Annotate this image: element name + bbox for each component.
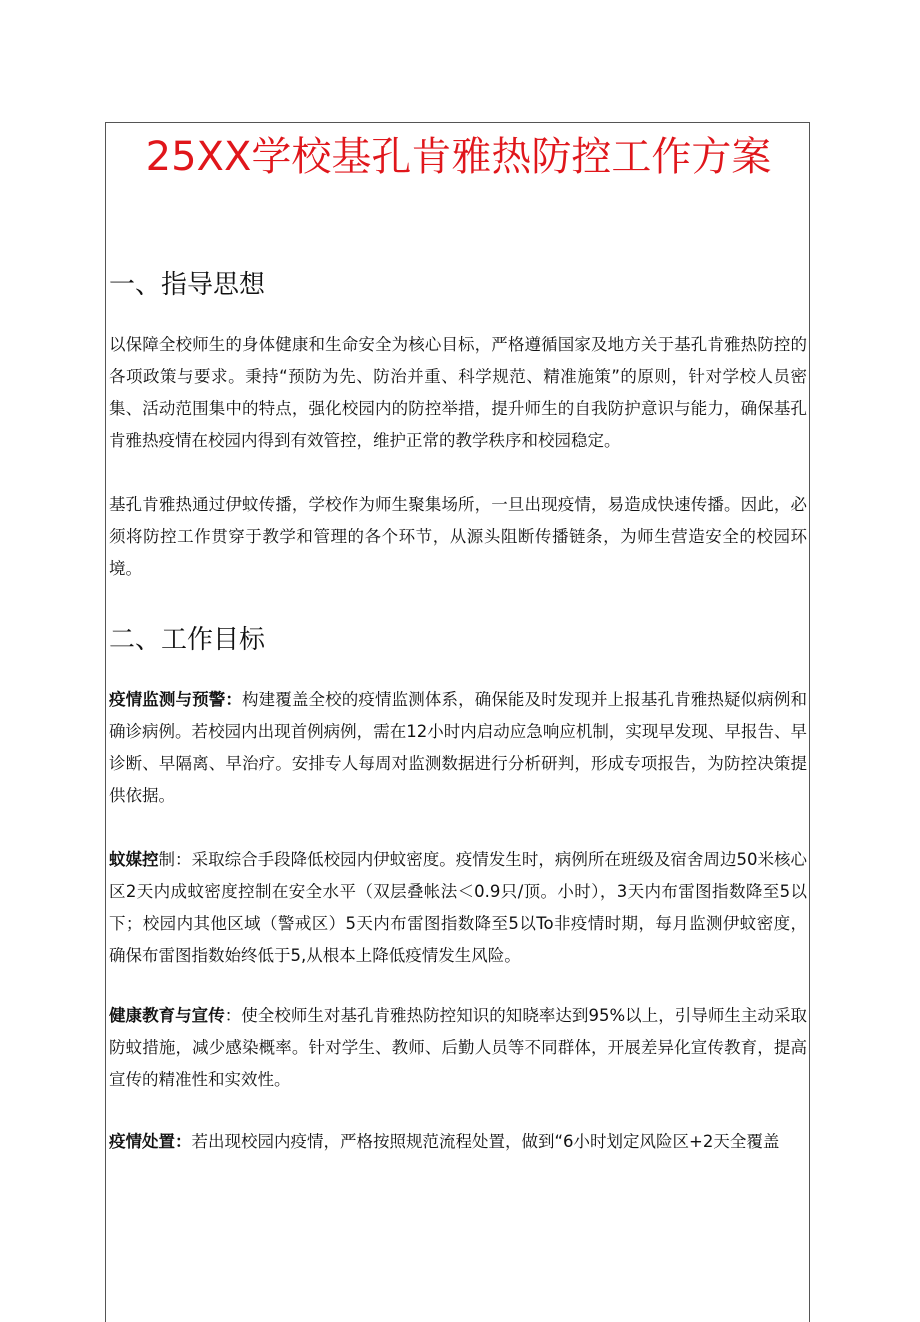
document-page bbox=[105, 122, 810, 1322]
goal-text-monitoring: 构建覆盖全校的疫情监测体系，确保能及时发现并上报基孔肯雅热疑似病例和确诊病例。若校园内出现首例病例，需在12小时内启动应急响应机制，实现早发现、早报告、早诊断、早隔离、早治疗。安排专人每周对监测数据进行分析研判，形成专项报告，为防控决策提供依据。 bbox=[109, 690, 808, 805]
goal-item-monitoring bbox=[109, 684, 807, 812]
section-heading-guiding-ideology: 一、指导思想 bbox=[109, 270, 266, 300]
goal-label-vector-control: 蚊媒控 bbox=[109, 850, 159, 869]
goal-text-vector-control: 制：采取综合手段降低校园内伊蚊密度。疫情发生时，病例所在班级及宿舍周边50米核心区2天内成蚊密度控制在安全水平（双层叠帐法＜0.9只/顶。小时），3天内布雷图指数降至5以下；校园内其他区域（警戒区）5天内布雷图指数降至5以To非疫情时期，每月监测伊蚊密度，确保布雷图指数始终低于5,从根本上降低疫情发生风险。 bbox=[109, 850, 808, 965]
paragraph-guiding-1: 以保障全校师生的身体健康和生命安全为核心目标，严格遵循国家及地方关于基孔肯雅热防控的各项政策与要求。秉持“预防为先、防治并重、科学规范、精准施策”的原则，针对学校人员密集、活动范围集中的特点，强化校园内的防控举措，提升师生的自我防护意识与能力，确保基孔肯雅热疫情在校园内得到有效管控，维护正常的教学秩序和校园稳定。 bbox=[109, 335, 807, 450]
goal-text-outbreak-response: 若出现校园内疫情，严格按照规范流程处置，做到“6小时划定风险区+2天全覆盖 bbox=[191, 1132, 780, 1151]
section-heading-work-goals: 二、工作目标 bbox=[109, 625, 266, 655]
paragraph-guiding-2: 基孔肯雅热通过伊蚊传播，学校作为师生聚集场所，一旦出现疫情，易造成快速传播。因此，必须将防控工作贯穿于教学和管理的各个环节，从源头阻断传播链条，为师生营造安全的校园环境。 bbox=[109, 495, 807, 578]
goal-item-outbreak-response bbox=[109, 1126, 807, 1158]
goal-text-health-education: ：使全校师生对基孔肯雅热防控知识的知晓率达到95%以上，引导师生主动采取防蚊措施，减少感染概率。针对学生、教师、后勤人员等不同群体，开展差异化宣传教育，提高宣传的精准性和实效性。 bbox=[109, 1006, 807, 1089]
document-title: 25XX学校基孔肯雅热防控工作方案 bbox=[145, 134, 772, 180]
goal-label-monitoring: 疫情监测与预警： bbox=[109, 690, 242, 709]
goal-item-health-education bbox=[109, 1000, 807, 1096]
goal-label-outbreak-response: 疫情处置： bbox=[109, 1132, 192, 1151]
goal-label-health-education: 健康教育与宣传 bbox=[109, 1006, 225, 1025]
goal-item-vector-control bbox=[109, 844, 807, 972]
